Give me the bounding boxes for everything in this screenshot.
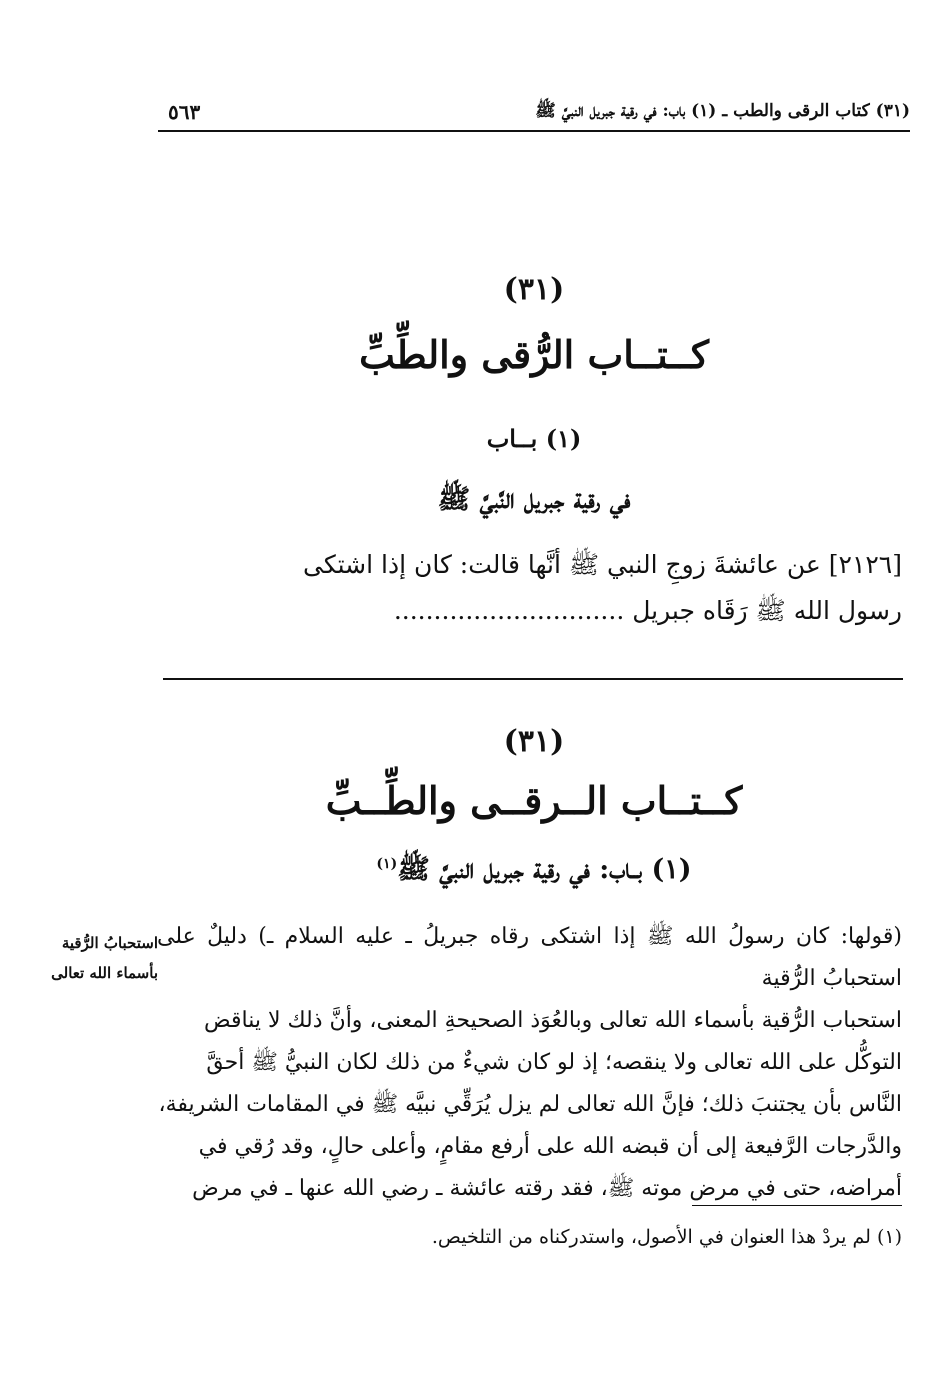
sharh-book-number: (٣١) bbox=[503, 724, 565, 759]
section-divider bbox=[163, 678, 903, 680]
sharh-bab-text: (١) بــاب: في رقية جبريل النبيَّ ﷺ bbox=[397, 854, 692, 885]
commentary-line-3: التوكُّل على الله تعالى ولا ينقصه؛ إذ لو كان شيءٌ من ذلك لكان النبيُّ ﷺ أحقَّ bbox=[206, 1050, 902, 1075]
commentary-text bbox=[157, 916, 902, 1210]
footnote-rule bbox=[692, 1205, 902, 1206]
margin-note-line-2: بأسماء الله تعالى bbox=[51, 964, 158, 982]
commentary-line-4: النَّاس بأن يجتنبَ ذلك؛ فإنَّ الله تعالى لم يزل يُرَقِّي نبيَّه ﷺ في المقامات الشريفة، bbox=[158, 1092, 902, 1117]
matn-book-number: (٣١) bbox=[503, 272, 565, 307]
page-header bbox=[158, 96, 910, 132]
commentary-line-2: استحباب الرُّقية بأسماء الله تعالى وبالعُوَذ الصحيحةِ المعنى، وأنَّ ذلك لا يناقض bbox=[204, 1008, 902, 1033]
hadith-text bbox=[157, 542, 902, 634]
page-number: ٥٦٣ bbox=[168, 100, 201, 124]
hadith-line-2 bbox=[157, 588, 902, 634]
commentary-line-5: والدَّرجات الرَّفيعة إلى أن قبضه الله على أرفع مقامٍ، وأعلى حالٍ، وقد رُقي في bbox=[198, 1134, 902, 1159]
sharh-bab-heading bbox=[158, 852, 910, 892]
matn-bab-title: في رقية جبريل النَّبيَّ ﷺ bbox=[437, 484, 631, 515]
footnote-marker: (١) bbox=[376, 856, 398, 872]
hadith-dots: ............................. bbox=[393, 596, 625, 625]
margin-note bbox=[20, 932, 158, 984]
sharh-book-title: كــتــاب الــرقــى والطِّــبِّ bbox=[325, 778, 743, 823]
matn-book-title: كــتــاب الرُّقى والطِّبِّ bbox=[359, 332, 709, 377]
matn-bab-number: (١) بــاب bbox=[486, 424, 582, 453]
hadith-line-2-text: رسول الله ﷺ رَقَاه جبريل bbox=[632, 596, 902, 625]
commentary-line-1: (قولها: كان رسولُ الله ﷺ إذا اشتكى رقاه جبريلُ ـ عليه السلام ـ) دليلٌ على استحبابُ الرُّقية bbox=[157, 924, 902, 991]
running-title: (٣١) كتاب الرقى والطب ـ (١) باب: في رقية جبريل النبيَّ ﷺ bbox=[535, 101, 910, 121]
footnote-text: (١) لم يردْ هذا العنوان في الأصول، واستدركناه من التلخيص. bbox=[431, 1226, 902, 1248]
commentary-line-6: أمراضه، حتى في مرض موته ﷺ، فقد رقته عائشة ـ رضي الله عنها ـ في مرض bbox=[192, 1176, 902, 1201]
hadith-line-1: [٢١٢٦] عن عائشةَ زوجِ النبي ﷺ أنَّها قالت: كان إذا اشتكى bbox=[302, 550, 902, 579]
margin-note-line-1: استحبابُ الرُّقية bbox=[61, 934, 158, 952]
